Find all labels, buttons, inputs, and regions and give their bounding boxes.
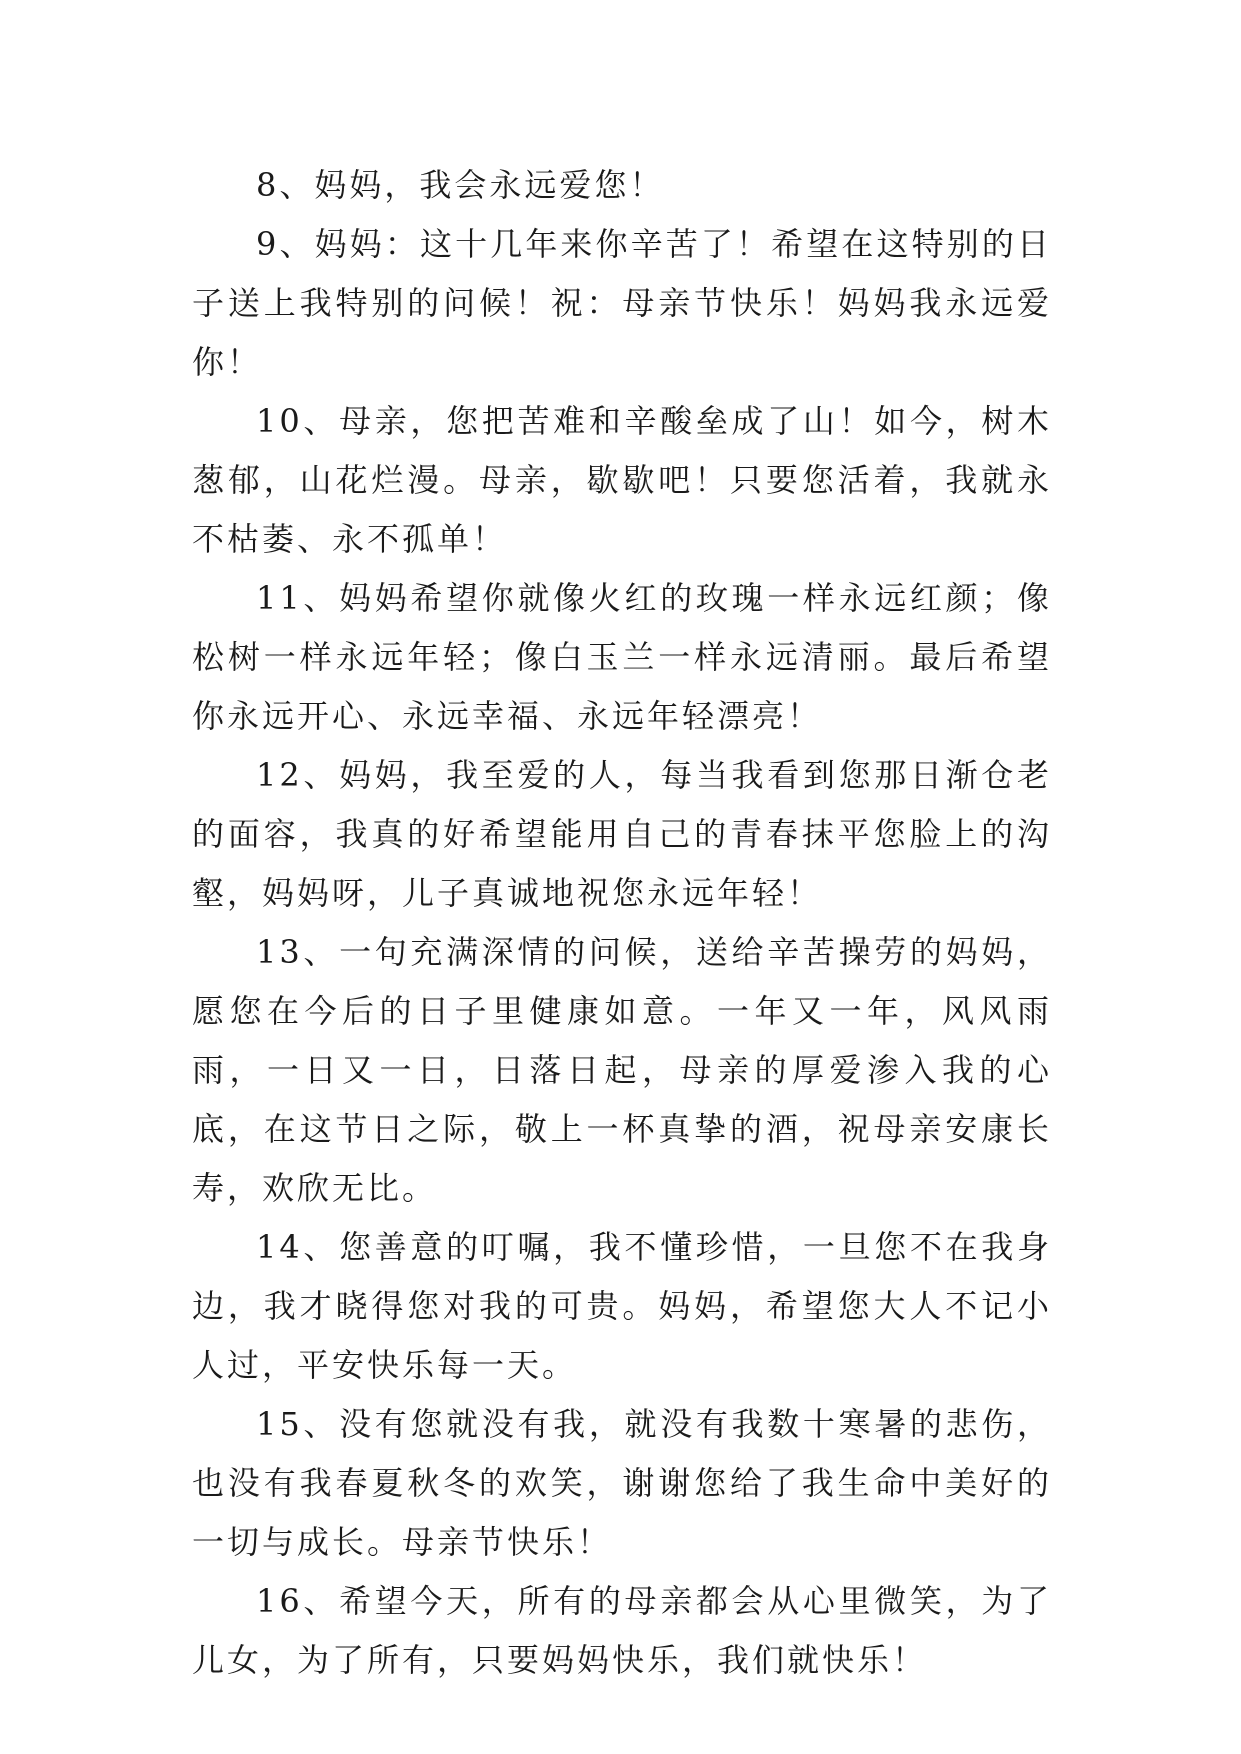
- paragraph-8: 8、妈妈，我会永远爱您！: [256, 166, 665, 204]
- paragraph-15: 15、没有您就没有我，就没有我数十寒暑的悲伤，也没有我春夏秋冬的欢笑，谢谢您给了我生命中美好的一切与成长。母亲节快乐！: [192, 1405, 1052, 1561]
- document-body: [192, 156, 1052, 1690]
- paragraph-12: 12、妈妈，我至爱的人，每当我看到您那日渐仓老的面容，我真的好希望能用自己的青春抹平您脸上的沟壑，妈妈呀，儿子真诚地祝您永远年轻！: [192, 756, 1052, 912]
- paragraph-14: 14、您善意的叮嘱，我不懂珍惜，一旦您不在我身边，我才晓得您对我的可贵。妈妈，希望您大人不记小人过，平安快乐每一天。: [192, 1228, 1052, 1384]
- paragraph-11: 11、妈妈希望你就像火红的玫瑰一样永远红颜；像松树一样永远年轻；像白玉兰一样永远清丽。最后希望你永远开心、永远幸福、永远年轻漂亮！: [192, 579, 1052, 735]
- paragraph-16: 16、希望今天，所有的母亲都会从心里微笑，为了儿女，为了所有，只要妈妈快乐，我们就快乐！: [192, 1582, 1052, 1679]
- paragraph-10: 10、母亲，您把苦难和辛酸垒成了山！如今，树木葱郁，山花烂漫。母亲，歇歇吧！只要您活着，我就永不枯萎、永不孤单！: [192, 402, 1052, 558]
- paragraph-9: 9、妈妈：这十几年来你辛苦了！希望在这特别的日子送上我特别的问候！祝：母亲节快乐！妈妈我永远爱你！: [192, 225, 1052, 381]
- paragraph-13: 13、一句充满深情的问候，送给辛苦操劳的妈妈，愿您在今后的日子里健康如意。一年又一年，风风雨雨，一日又一日，日落日起，母亲的厚爱渗入我的心底，在这节日之际，敬上一杯真挚的酒，祝母亲安康长寿，欢欣无比。: [192, 933, 1052, 1207]
